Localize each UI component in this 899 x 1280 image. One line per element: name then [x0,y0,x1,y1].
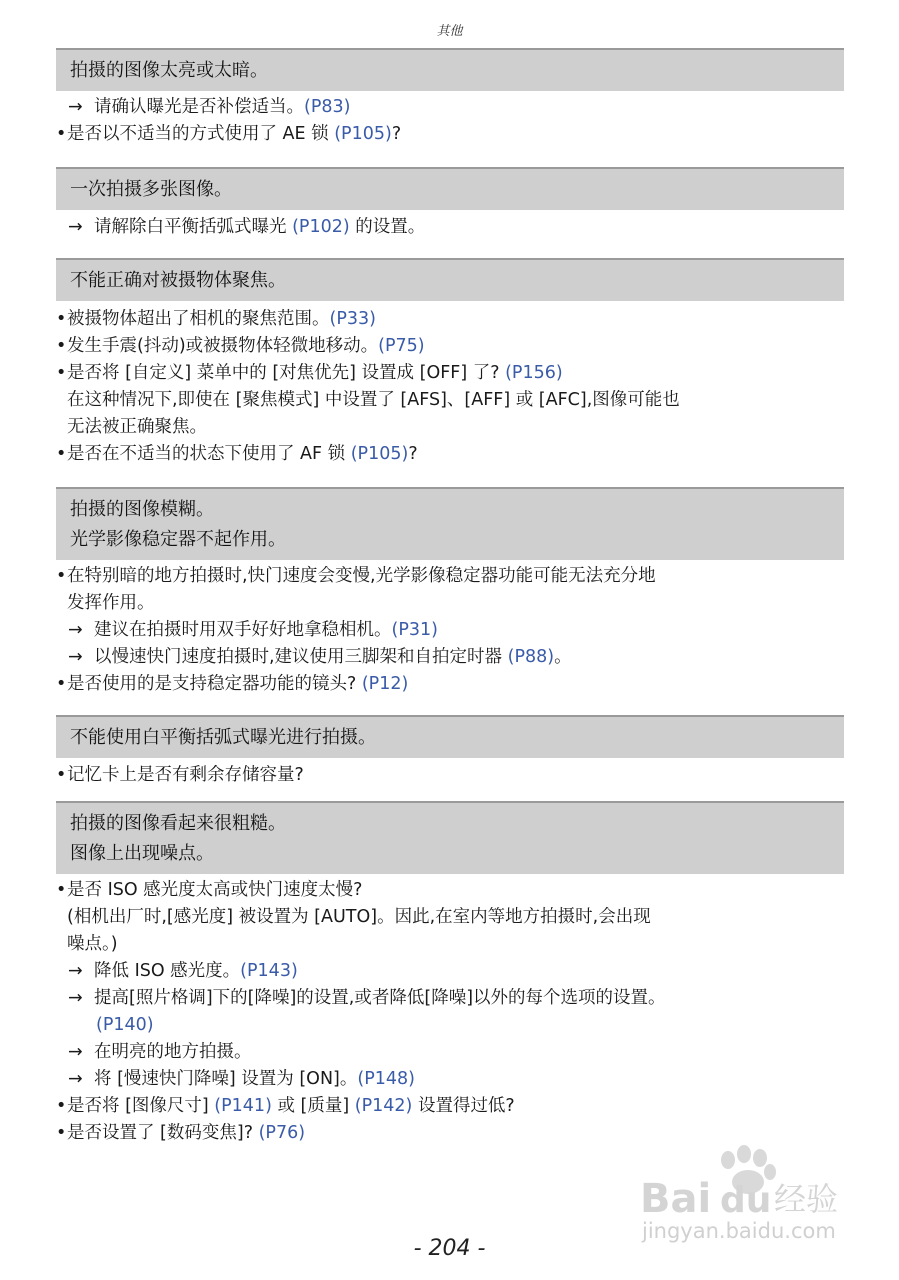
text-run: 或 [质量] [271,1096,355,1116]
line-text [67,309,376,329]
title-line: 一次拍摄多张图像。 [70,179,232,200]
continuation-line [56,1012,844,1039]
bullet-item [56,121,844,148]
continuation-line [56,414,844,441]
line-text [67,880,362,900]
section-title [56,258,844,301]
page-reference-link[interactable]: (P143) [240,961,298,981]
bullet-item [56,563,844,590]
section-title-bar [56,48,844,91]
section-title [56,801,844,874]
continuation-line [56,590,844,617]
continuation-line [56,931,844,958]
bullet-item [56,306,844,333]
text-run: 建议在拍摄时用双手好好地拿稳相机。 [94,620,392,640]
page-reference-link[interactable]: (P31) [391,620,438,640]
bullet-icon: • [56,363,67,383]
section-title-bar [56,487,844,560]
text-run: 。 [554,647,572,667]
line-text [67,363,563,383]
bullet-item [56,441,844,468]
title-line: 光学影像稳定器不起作用。 [70,529,286,550]
arrow-item [56,214,844,241]
bullet-icon: • [56,1123,67,1143]
arrow-icon: → [68,988,83,1008]
page-number: - 204 - [413,1236,486,1261]
text-run: 被摄物体超出了相机的聚焦范围。 [67,309,330,329]
watermark-cn: 经验 [774,1180,839,1218]
bullet-item [56,1093,844,1120]
text-run: 降低 ISO 感光度。 [94,961,241,981]
arrow-item [56,1066,844,1093]
page-reference-link[interactable]: (P33) [329,309,376,329]
line-text [67,124,401,144]
title-line: 不能正确对被摄物体聚焦。 [70,270,286,291]
text-run: 无法被正确聚焦。 [67,417,207,437]
arrow-icon: → [68,961,83,981]
text-run: 记忆卡上是否有剩余存储容量? [67,765,304,785]
page-reference-link[interactable]: (P88) [507,647,555,667]
section-title-bar [56,258,844,301]
bullet-item [56,877,844,904]
section-title [56,487,844,560]
section-title-bar [56,801,844,874]
arrow-item [56,644,844,671]
text-run: 发挥作用。 [67,593,155,613]
line-text [67,1123,305,1143]
bullet-item [56,671,844,698]
arrow-icon: → [68,620,83,640]
section-body [56,94,844,148]
baidu-jingyan-watermark [636,1140,876,1250]
arrow-icon: → [68,647,83,667]
section-title [56,48,844,91]
text-run: 提高[照片格调]下的[降噪]的设置,或者降低[降噪]以外的每个选项的设置。 [94,988,666,1008]
line-text [67,1096,515,1116]
bullet-icon: • [56,444,67,464]
line-text [67,765,304,785]
arrow-icon: → [68,1042,83,1062]
title-line: 图像上出现噪点。 [70,843,214,864]
page-reference-link[interactable]: (P141) [214,1096,272,1116]
page-reference-link[interactable]: (P105) [350,444,409,464]
bullet-icon: • [56,566,67,586]
text-run: 是否以不适当的方式使用了 AE 锁 [67,124,335,144]
arrow-icon: → [68,217,83,237]
title-line: 拍摄的图像看起来很粗糙。 [70,813,286,834]
section-title-bar [56,715,844,758]
text-run: 的设置。 [349,217,426,237]
arrow-item [56,94,844,121]
text-run: 以慢速快门速度拍摄时,建议使用三脚架和自拍定时器 [94,647,508,667]
text-run: 请确认曝光是否补偿适当。 [94,97,304,117]
section-body [56,306,844,468]
continuation-line [56,904,844,931]
text-run: 设置得过低? [412,1096,515,1116]
arrow-item [56,617,844,644]
bullet-item [56,360,844,387]
text-run: 将 [慢速快门降噪] 设置为 [ON]。 [94,1069,358,1089]
text-run: 是否将 [图像尺寸] [67,1096,215,1116]
watermark-brand-du: du [720,1180,772,1221]
text-run: ? [391,124,402,144]
page-header: 其他 [436,24,463,39]
watermark-brand: Bai [640,1176,712,1222]
text-run: 是否将 [自定义] 菜单中的 [对焦优先] 设置成 [OFF] 了? [67,363,506,383]
arrow-item [56,985,844,1012]
line-text [67,674,408,694]
text-run: 在这种情况下,即使在 [聚焦模式] 中设置了 [AFS]、[AFF] 或 [AFC],图像可能也 [67,390,680,410]
text-run: ? [408,444,418,464]
page-reference-link[interactable]: (P142) [354,1096,413,1116]
page-reference-link[interactable]: (P156) [505,363,563,383]
arrow-item [56,958,844,985]
bullet-item [56,333,844,360]
text-run: 是否设置了 [数码变焦]? [67,1123,259,1143]
text-run: 发生手震(抖动)或被摄物体轻微地移动。 [67,336,379,356]
text-run: 是否在不适当的状态下使用了 AF 锁 [67,444,351,464]
text-run: (相机出厂时,[感光度] 被设置为 [AUTO]。因此,在室内等地方拍摄时,会出现 [67,907,651,927]
arrow-icon: → [68,1069,83,1089]
section-title-bar [56,167,844,210]
bullet-icon: • [56,309,67,329]
page-reference-link[interactable]: (P75) [378,336,425,356]
continuation-line [56,387,844,414]
bullet-icon: • [56,1096,67,1116]
page-reference-link[interactable]: (P83) [304,97,351,117]
bullet-icon: • [56,336,67,356]
section-title [56,167,844,210]
text-run: 是否使用的是支持稳定器功能的镜头? [67,674,362,694]
bullet-icon: • [56,765,67,785]
title-line: 拍摄的图像太亮或太暗。 [70,60,268,81]
text-run: 在特别暗的地方拍摄时,快门速度会变慢,光学影像稳定器功能可能无法充分地 [67,566,656,586]
text-run: 在明亮的地方拍摄。 [94,1042,252,1062]
title-line: 拍摄的图像模糊。 [70,499,214,520]
section-body [56,762,844,789]
line-text [67,566,656,586]
page-reference-link[interactable]: (P102) [292,217,350,237]
page-reference-link[interactable]: (P140) [96,1015,154,1035]
arrow-item [56,1039,844,1066]
watermark-url: jingyan.baidu.com [642,1219,836,1243]
page-reference-link[interactable]: (P76) [258,1123,306,1143]
section-body [56,214,844,241]
line-text [67,336,425,356]
bullet-icon: • [56,674,67,694]
section-body [56,563,844,698]
page-reference-link[interactable]: (P12) [361,674,409,694]
bullet-icon: • [56,880,67,900]
text-run: 噪点。) [67,934,118,954]
line-text [67,444,418,464]
bullet-item [56,762,844,789]
title-line: 不能使用白平衡括弧式曝光进行拍摄。 [70,727,376,748]
page-reference-link[interactable]: (P148) [357,1069,415,1089]
section-body [56,877,844,1147]
page-reference-link[interactable]: (P105) [334,124,392,144]
text-run: 是否 ISO 感光度太高或快门速度太慢? [67,880,363,900]
section-title [56,715,844,758]
bullet-icon: • [56,124,67,144]
text-run: 请解除白平衡括弧式曝光 [94,217,293,237]
arrow-icon: → [68,97,83,117]
